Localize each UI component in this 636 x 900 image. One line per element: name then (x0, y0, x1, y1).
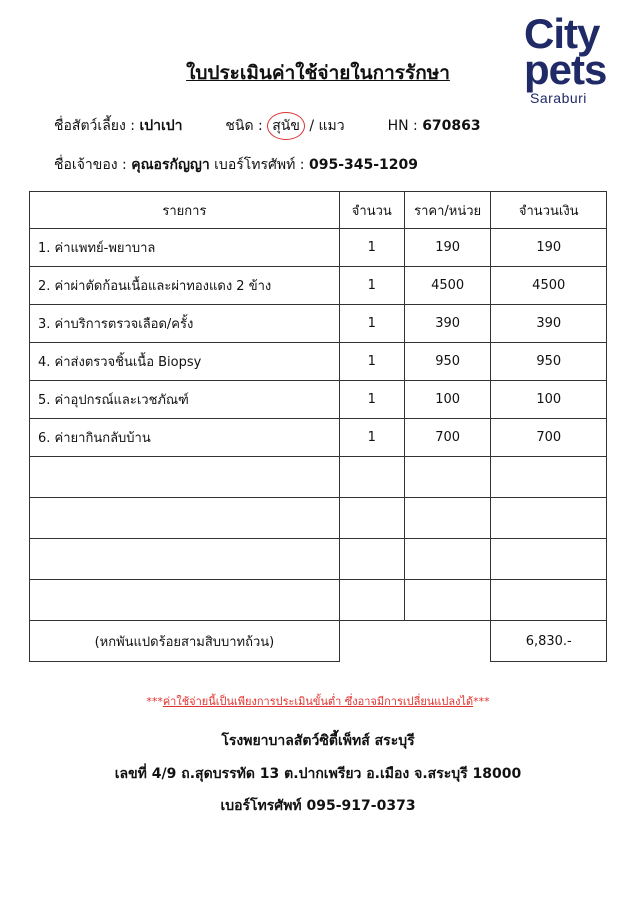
hn-value: 670863 (422, 118, 481, 134)
table-row (30, 267, 607, 305)
table-row (30, 229, 607, 267)
row-item: 3. ค่าบริการตรวจเลือด/ครั้ง (30, 305, 340, 343)
table-total-row (30, 621, 607, 662)
hospital-address: เลขที่ 4/9 ถ.สุดบรรทัด 13 ต.ปากเพรียว อ.เมือง จ.สระบุรี 18000 (114, 766, 522, 782)
row-item: 2. ค่าผ่าตัดก้อนเนื้อและผ่าทองแดง 2 ข้าง (30, 267, 340, 305)
row-price: 100 (404, 381, 491, 419)
hn-label: HN : (387, 118, 418, 134)
logo-line-saraburi: Saraburi (530, 90, 587, 106)
owner-phone-label: เบอร์โทรศัพท์ : (214, 157, 305, 173)
row-qty: 1 (339, 343, 404, 381)
table-header-row (30, 192, 607, 229)
pet-type-separator: / (309, 118, 315, 134)
row-amount: 700 (491, 419, 607, 457)
table-row (30, 343, 607, 381)
row-qty: 1 (339, 305, 404, 343)
logo-line-pets: pets (524, 46, 607, 93)
owner-phone: 095-345-1209 (308, 157, 419, 173)
total-text: (หกพันแปดร้อยสามสิบบาทถ้วน) (30, 621, 340, 662)
row-item: 4. ค่าส่งตรวจชิ้นเนื้อ Biopsy (30, 343, 340, 381)
row-price: 950 (404, 343, 491, 381)
pet-type-label: ชนิด : (225, 118, 263, 134)
pet-info-line (54, 112, 481, 140)
row-amount: 390 (491, 305, 607, 343)
pet-type-dog-circled: สุนัข (267, 112, 305, 140)
row-qty: 1 (339, 381, 404, 419)
row-amount: 4500 (491, 267, 607, 305)
table-blank-row (30, 457, 607, 498)
table-row (30, 381, 607, 419)
owner-info-line (54, 154, 418, 176)
pet-name-label: ชื่อสัตว์เลี้ยง : (54, 118, 135, 134)
row-price: 390 (404, 305, 491, 343)
row-qty: 1 (339, 267, 404, 305)
header-qty: จำนวน (339, 192, 404, 229)
note-prefix: *** (146, 695, 163, 708)
row-amount: 190 (491, 229, 607, 267)
row-amount: 100 (491, 381, 607, 419)
header-unit-price: ราคา/หน่วย (404, 192, 491, 229)
total-amount: 6,830.- (491, 621, 607, 662)
row-qty: 1 (339, 229, 404, 267)
hospital-name: โรงพยาบาลสัตว์ซิตี้เพ็ทส์ สระบุรี (221, 733, 415, 749)
row-item: 5. ค่าอุปกรณ์และเวชภัณฑ์ (30, 381, 340, 419)
pet-type-cat: แมว (318, 118, 345, 134)
hospital-phone: เบอร์โทรศัพท์ 095-917-0373 (220, 798, 416, 814)
row-item: 1. ค่าแพทย์-พยาบาล (30, 229, 340, 267)
pet-name: เปาเปา (139, 118, 183, 134)
row-qty: 1 (339, 419, 404, 457)
header-item: รายการ (30, 192, 340, 229)
table-blank-row (30, 498, 607, 539)
logo-line-city: City (524, 10, 600, 57)
row-amount: 950 (491, 343, 607, 381)
note-suffix: *** (473, 695, 490, 708)
row-price: 700 (404, 419, 491, 457)
page-title: ใบประเมินค่าใช้จ่ายในการรักษา (186, 62, 450, 84)
owner-label: ชื่อเจ้าของ : (54, 157, 127, 173)
cost-table (29, 191, 607, 662)
owner-name: คุณอรกัญญา (131, 157, 210, 173)
note-text: ค่าใช้จ่ายนี้เป็นเพียงการประเมินขั้นต่ำ ซึ่งอาจมีการเปลี่ยนแปลงได้ (162, 695, 474, 708)
table-row (30, 419, 607, 457)
table-row (30, 305, 607, 343)
table-blank-row (30, 539, 607, 580)
disclaimer-note (0, 692, 636, 710)
row-price: 190 (404, 229, 491, 267)
table-blank-row (30, 580, 607, 621)
row-item: 6. ค่ายากินกลับบ้าน (30, 419, 340, 457)
row-price: 4500 (404, 267, 491, 305)
header-amount: จำนวนเงิน (491, 192, 607, 229)
